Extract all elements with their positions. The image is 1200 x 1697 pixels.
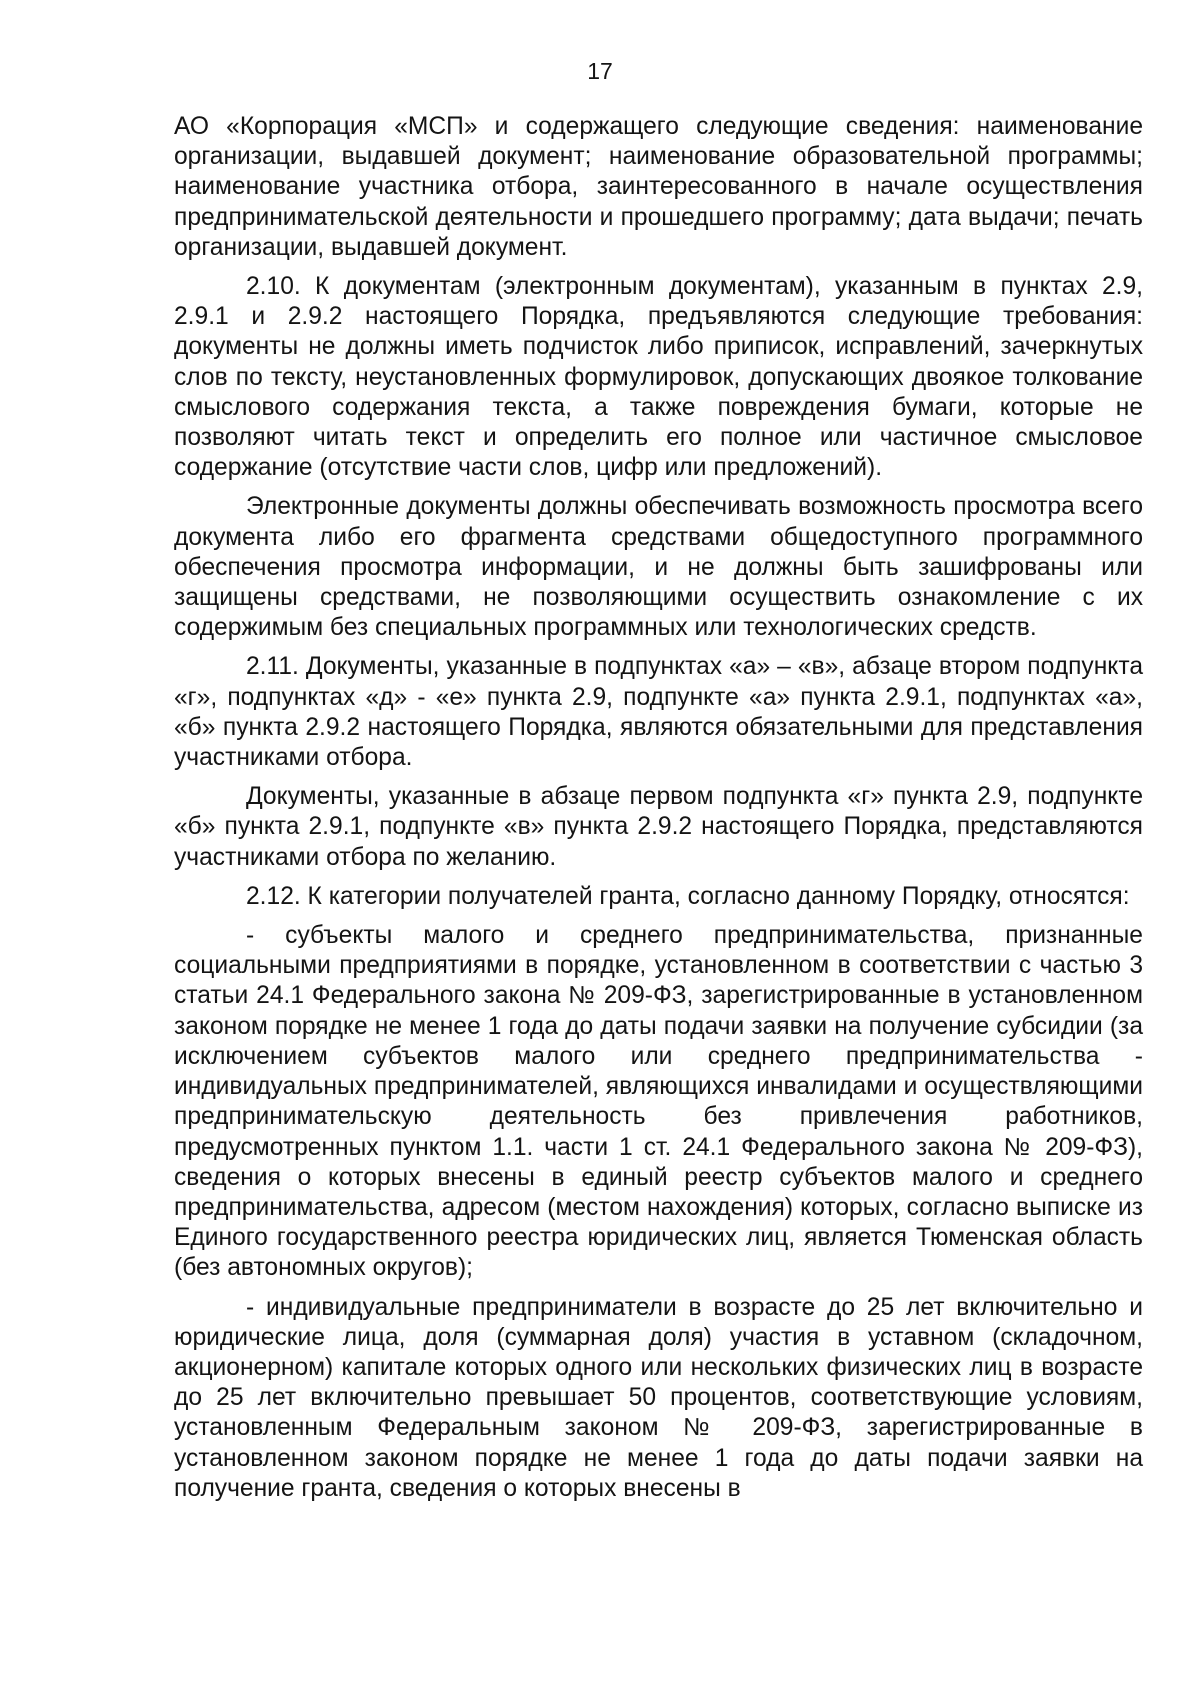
list-item-young-entrepreneurs: - индивидуальные предприниматели в возрасте до 25 лет включительно и юридические лица, доля (суммарная доля) участия в уставном (складочном, акционерном) капитале которых одного или нескольких физических лиц в возрасте до 25 лет включительно превышает 50 процентов, соответствующие условиям, установленным Федеральным законом № 209-ФЗ, зарегистрированные в установленном законом порядке не менее 1 года до даты подачи заявки на получение гранта, сведения о которых внесены в <box>174 1293 1143 1502</box>
list-item-social-enterprises: - субъекты малого и среднего предпринимательства, признанные социальными предприятиями в порядке, установленном в соответствии с частью 3 статьи 24.1 Федерального закона № 209-ФЗ, зарегистрированные в установленном законом порядке не менее 1 года до даты подачи заявки на получение субсидии (за исключением субъектов малого или среднего предпринимательства - индивидуальных предпринимателей, являющихся инвалидами и осуществляющими предпринимательскую деятельность без привлечения работников, предусмотренных пунктом 1.1. части 1 ст. 24.1 Федерального закона № 209-ФЗ), сведения о которых внесены в единый реестр субъектов малого и среднего предпринимательства, адресом (местом нахождения) которых, согласно выписке из Единого государственного реестра юридических лиц, является Тюменская область (без автономных округов); <box>174 922 1143 1282</box>
paragraph-2-10: 2.10. К документам (электронным документам), указанным в пунктах 2.9, 2.9.1 и 2.9.2 настоящего Порядка, предъявляются следующие требования: документы не должны иметь подчисток либо приписок, исправлений, зачеркнутых слов по тексту, неустановленных формулировок, допускающих двоякое толкование смыслового содержания текста, а также повреждения бумаги, которые не позволяют читать текст и определить его полное или частичное смысловое содержание (отсутствие части слов, цифр или предложений). <box>174 273 1143 482</box>
paragraph-optional-documents: Документы, указанные в абзаце первом подпункта «г» пункта 2.9, подпункте «б» пункта 2.9.1, подпункте «в» пункта 2.9.2 настоящего Порядка, представляются участниками отбора по желанию. <box>174 783 1143 871</box>
page-number: 17 <box>587 58 613 84</box>
paragraph-2-12: 2.12. К категории получателей гранта, согласно данному Порядку, относятся: <box>246 882 1130 910</box>
document-body <box>174 112 1143 1513</box>
paragraph-electronic-documents: Электронные документы должны обеспечивать возможность просмотра всего документа либо его фрагмента средствами общедоступного программного обеспечения просмотра информации, и не должны быть зашифрованы или защищены средствами, не позволяющими осуществить ознакомление с их содержимым без специальных программных или технологических средств. <box>174 493 1143 642</box>
paragraph-continuation: АО «Корпорация «МСП» и содержащего следующие сведения: наименование организации, выдавшей документ; наименование образовательной программы; наименование участника отбора, заинтересованного в начале осуществления предпринимательской деятельности и прошедшего программу; дата выдачи; печать организации, выдавшей документ. <box>174 113 1143 261</box>
paragraph-2-11: 2.11. Документы, указанные в подпунктах «а» – «в», абзаце втором подпункта «г», подпунктах «д» - «е» пункта 2.9, подпункте «а» пункта 2.9.1, подпунктах «а», «б» пункта 2.9.2 настоящего Порядка, являются обязательными для представления участниками отбора. <box>174 653 1143 772</box>
